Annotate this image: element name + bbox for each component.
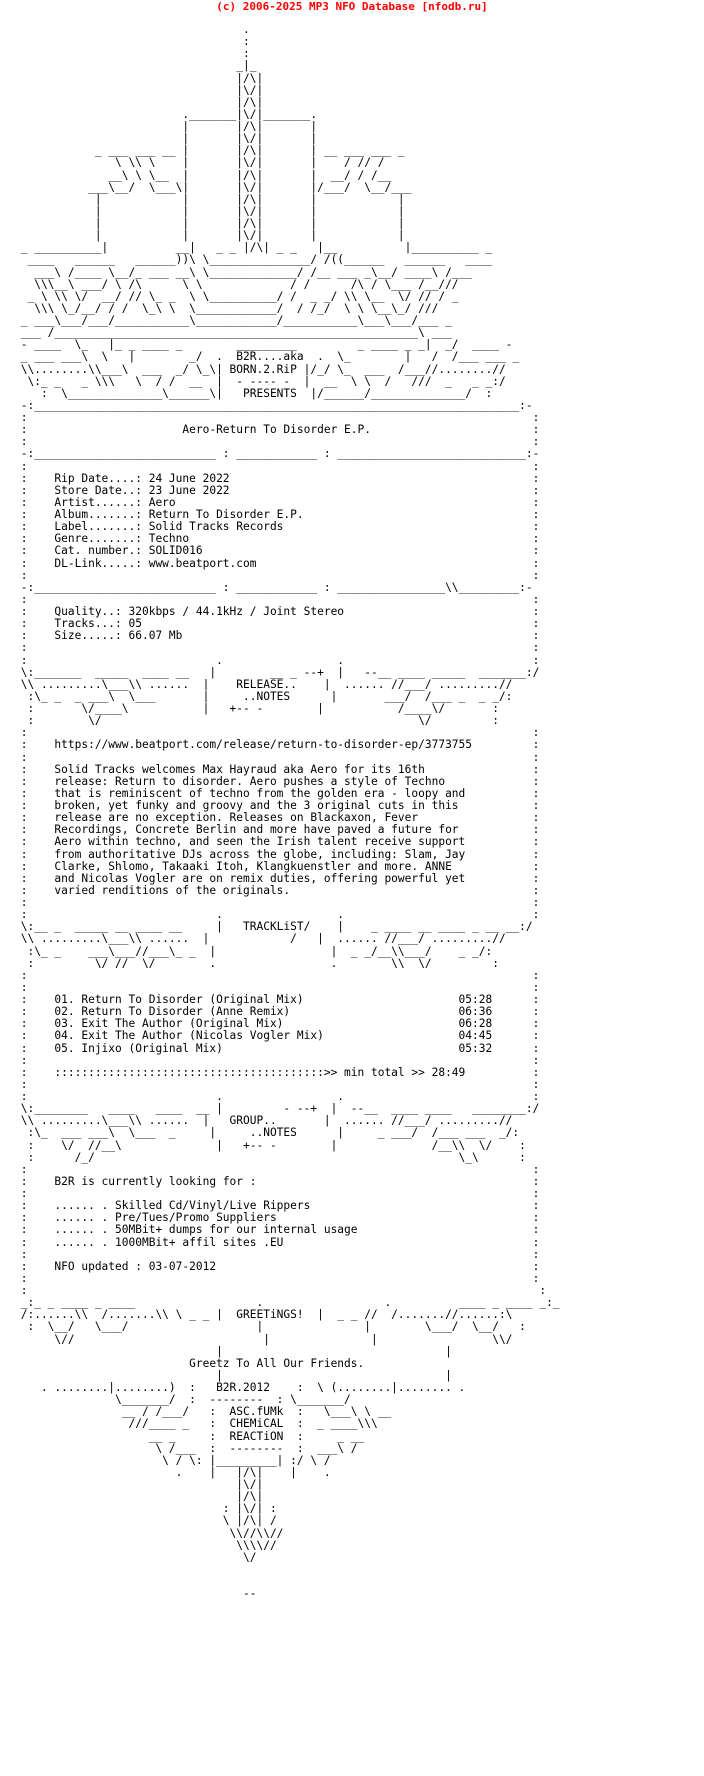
art-line: |\/| [14,1478,264,1491]
ascii-art-top: __\ \ \__ | |/\| | __/ / /__ [14,168,392,182]
greetings-heading: /:......\\ /.......\\ \ _ _ | GREETiNGS! | _ _ // /.......//......:\ [14,1308,513,1322]
ascii-art-top: ____ ______ ______))\ \_______________/ /((______ ______ ____ [14,253,493,267]
art-line: : \/____\ | +-- - | /____\/ : [14,702,499,715]
info-row: : DL-Link.....: www.beatport.com : [14,556,540,570]
notes-url: : https://www.beatport.com/release/return-to-disorder-ep/3773755 : [14,738,540,752]
box-line: : : [14,459,540,473]
divider: -:___________________________ : ____________ : ____________________________:- [14,447,540,461]
nfo-text [14,24,560,1600]
box-line: : : [14,411,540,424]
box-line: : : [14,1284,547,1297]
footer-credit: ///____ _ : CHEMiCAL : _ ____\\\ [14,1417,378,1431]
notes-paragraph: : Clarke, Shlomo, Takaaki Itoh, Klangkuenstler and more. ANNE : [14,859,540,873]
ascii-art-top: | | |\/| | | [14,204,405,218]
copyright-header: (c) 2006-2025 MP3 NFO Database [nfodb.ru] [216,0,488,13]
art-line: | | [14,1344,452,1358]
notes-heading: \\ .........\___\\ ...... | RELEASE.. | ...... //___/ .........// [14,677,513,691]
art-line: \\ .........\___\\ ...... | / | ...... //___/ .........// [14,932,506,946]
info-row: : Rip Date....: 24 June 2022 : [14,471,540,485]
ascii-art-top: \\\ \_/__/ / / \_\ \ \____________/ / /_/ \ \ \__\_/ /// [14,301,439,315]
nfo-updated: : NFO updated : 03-07-2012 : [14,1259,540,1273]
notes-paragraph: : Recordings, Concrete Berlin and more have paved a future for : [14,823,540,837]
ascii-art-presents: \:_ _ _ \\\ \ / / __ | - ---- - | __ \ \ / /// _ _ _:/ [14,374,506,388]
group-heading: :\_ ___ ___\ \___ _ | ..NOTES | _ ___/ /___ ___ _/: [14,1126,520,1140]
art-line: : \__/ \___/ | | \___/ \__/ : [14,1320,526,1334]
notes-paragraph: : that is reminiscent of techno from the golden era - loopy and : [14,786,540,800]
art-line: | | [14,1368,452,1382]
footer-credit: __ _ : REACTiON : _ __ [14,1429,365,1443]
box-line: : : [14,568,540,582]
notes-paragraph: : broken, yet funky and groovy and the 3 original cuts in this : [14,799,540,812]
release-title: : Aero-Return To Disorder E.P. : [14,423,540,437]
art-line: : \/ // \/ . . \\ \/ : [14,956,499,970]
art-line: \/ [14,1550,257,1564]
ascii-art-presents: \\........\\___\ ___ _/ \_\| BORN.2.RiP |/_/ \_ ___ /___//........// [14,362,506,376]
ascii-art-top: |\/| [14,83,264,97]
track-row: : 04. Exit The Author (Nicolas Vogler Mix) 04:45 : [14,1029,540,1043]
track-row: : 01. Return To Disorder (Original Mix) 05:28 : [14,993,540,1006]
ascii-art-top: \\\__\ ___/ \ /\ \ \ / / /\ / \___ /__/// [14,277,459,291]
art-line: \\\\// [14,1538,277,1552]
ascii-art-top: ___\__/ \___\| |\/| |/___/ \__/___ [14,180,412,194]
notes-paragraph: : from authoritative DJs across the globe, including: Slam, Jay : [14,847,540,861]
footer-end: -- [14,1587,257,1601]
info-row: : Artist......: Aero : [14,495,540,509]
ascii-art-top: - ____ \_ |_ _ ____ _ _________ _ ____ _ _| _/ ____ - [14,338,513,352]
ascii-art-top: | | |/\| | | [14,192,405,206]
art-line: \ / \: |_________| :/ \ / [14,1453,331,1467]
footer-group: . ........|........) : B2R.2012 : \ (........|........ . [14,1381,466,1394]
info-row: : Label.......: Solid Tracks Records : [14,520,540,534]
group-item: : ...... . Skilled Cd/Vinyl/Live Rippers : [14,1199,540,1213]
box-line: : : [14,1247,540,1261]
art-line: \_______/ : -------- : \_______/ [14,1393,351,1407]
info-row: : Genre.......: Techno : [14,532,540,546]
ascii-art-top: | |/\| | [14,120,318,133]
art-line: \\//\\// [14,1526,284,1540]
ascii-art-top: |/\| [14,95,264,109]
notes-heading: :\_ _ _ ___\ \___ | ..NOTES | ___/ /___ _ _ _/: [14,689,513,703]
ascii-art-top: ___\ /____ \__/_ ___ __\ \_____________/ /__ ___ _\__/ ____\ /___ [14,265,473,279]
ascii-art-top: _ __________| __| _ _ |/\| _ _ |__ |__________ _ [14,241,493,255]
art-line: \:________ ____ ____ __ | - --+ | --__ ____ ____ ________:/ [14,1102,540,1116]
box-line: : : [14,1053,540,1067]
ascii-art-top: . [14,23,250,36]
ascii-art-top: : [14,35,250,49]
box-line: : : [14,1077,540,1091]
ascii-art-top: | | |/\| | | [14,217,405,230]
box-line: : : [14,1162,540,1176]
art-line: _:_ _ ____ _ ____ . . ____ _ ____ _:_ [14,1296,560,1310]
art-line: \ |/\| / [14,1514,277,1528]
footer-credit: __ / /___/ : ASC.fUMk : \___\ \ __ [14,1405,392,1419]
box-line: : : [14,592,540,606]
group-heading: \\ .........\___\\ ...... | GROUP.. | ...... //___/ .........// [14,1114,513,1128]
ascii-art-presents: _ ___ ___\ \ | _/ . B2R....aka . \_ | / /___ ___ _ [14,350,520,364]
ascii-art-top: |/\| [14,71,264,85]
box-line: : : [14,896,540,909]
divider: -:________________________________________________________________________:- [14,398,533,412]
ascii-art-presents: : \______________\______\| PRESENTS |/______/______________/ : [14,386,493,400]
art-line: |/\| [14,1490,264,1504]
info-row: : Cat. number.: SOLID016 : [14,544,540,558]
art-line: \// | | \\/ [14,1332,513,1346]
art-line: : |\/| : [14,1502,277,1516]
art-line: \:_______ _____ ____ __ | __ _ --+ | --__ ____ _____ _______:/ [14,665,540,679]
ascii-art-top: | | |\/| | | [14,229,405,243]
art-line: . | |/\| | . [14,1465,331,1479]
ascii-art-top: : [14,47,250,61]
tracklist-heading: \:__ _ _____ __ ____ __ | TRACKLiST/ | _ ____ __ ____ _ __ __:/ [14,920,533,934]
ascii-art-top: \ \\ \ | |\/| | / // / [14,156,385,170]
notes-paragraph: : release are no exception. Releases on Blackaxon, Fever : [14,811,540,825]
box-line: : . . : [14,1090,540,1103]
group-item: : ...... . 50MBit+ dumps for our internal usage : [14,1223,540,1237]
box-line: : : [14,750,540,764]
info-row: : Store Date..: 23 June 2022 : [14,483,540,497]
ascii-art-top: _|_ [14,59,257,73]
box-line: : . . : [14,653,540,667]
track-row: : 02. Return To Disorder (Anne Remix) 06:36 : [14,1005,540,1019]
notes-paragraph: : varied renditions of the originals. : [14,883,540,897]
notes-paragraph: : Aero within techno, and seen the Irish talent receive support : [14,835,540,849]
box-line: : : [14,1187,540,1200]
info-row: : Album.......: Return To Disorder E.P. : [14,508,540,521]
ascii-art-top: | |\/| | [14,132,318,146]
box-line: : : [14,1271,540,1285]
ascii-art-top: ___ /______________________________________________________\ ___ [14,326,452,340]
art-line: \ /___ : -------- : ___\ / [14,1441,358,1455]
track-row: : 05. Injixo (Original Mix) 05:32 : [14,1041,540,1055]
greetings-text: Greetz To All Our Friends. [14,1356,365,1370]
quality-row: : Quality..: 320kbps / 44.1kHz / Joint Stereo : [14,605,540,618]
art-line: :\_ _ ___\___//___\_ _ | | _ _/__\\___/ _ _/: [14,944,493,958]
quality-row: : Tracks...: 05 : [14,617,540,631]
group-item: : ...... . Pre/Tues/Promo Suppliers : [14,1211,540,1225]
box-line: : : [14,968,540,982]
tracklist-total: : ::::::::::::::::::::::::::::::::::::::::>> min total >> 28:49 : [14,1065,540,1079]
notes-paragraph: : and Nicolas Vogler are on remix duties, offering powerful yet : [14,871,540,885]
notes-paragraph: : Solid Tracks welcomes Max Hayraud aka Aero for its 16th : [14,762,540,776]
art-line: : \/ \/ : [14,714,499,728]
ascii-art-top: _ ___ ___ __ | |/\| | __ ___ ___ _ [14,144,405,158]
box-line: : : [14,726,540,740]
box-line: : : [14,980,540,994]
art-line: : \/ //__\ | +-- - | /__\\ \/ : [14,1138,526,1152]
ascii-art-top: ._______|\/|_______. [14,107,318,121]
track-row: : 03. Exit The Author (Original Mix) 06:28 : [14,1017,540,1031]
box-line: : : [14,641,540,655]
ascii-art-top: _ ___\___/___/___________\____________/___________\___\___/___ _ [14,314,452,327]
group-item: : ...... . 1000MBit+ affil sites .EU : [14,1235,540,1249]
art-line: : /_/ \_\ : [14,1150,526,1164]
group-looking-for: : B2R is currently looking for : : [14,1174,540,1188]
notes-paragraph: : release: Return to disorder. Aero pushes a style of Techno : [14,774,540,788]
ascii-art-top: _ \ \\ \/ __/ // \_ _ \ \__________/ / _ _/ \\ \__ \/ // / _ [14,289,459,303]
quality-row: : Size.....: 66.07 Mb : [14,629,540,643]
box-line: : . . : [14,908,540,922]
box-line: : : [14,435,540,449]
divider: -:___________________________ : ____________ : ________________\\_________:- [14,580,533,594]
